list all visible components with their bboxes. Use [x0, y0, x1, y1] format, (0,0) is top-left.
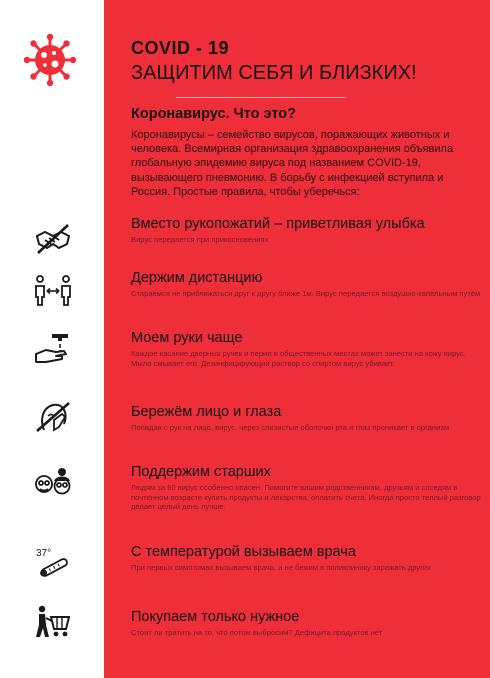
- shopping-cart-icon: [34, 605, 72, 639]
- page-title: COVID - 19: [131, 38, 230, 58]
- rule-title: Моем руки чаще: [131, 330, 243, 346]
- rule-text: Стараемся не приближаться друг к другу ближе 1м. Вирус передается воздушно-капельным путём: [131, 289, 481, 298]
- rule-title: Покупаем только нужное: [131, 609, 300, 625]
- rule-text: Людям за 60 вирус особенно опасен. Помогите вашим родственникам, друзьям и соседям в почтенном возрасте купить продукты и лекарства, оплатить счета. Иногда просто теплый разговор делает целый день лучше.: [131, 483, 481, 512]
- rule-title: Держим дистанцию: [131, 270, 263, 286]
- face-touch-crossed-icon: [34, 400, 72, 434]
- intro-heading: Коронавирус. Что это?: [131, 106, 296, 122]
- intro-section: [131, 106, 476, 199]
- rule-item: [131, 544, 481, 573]
- rule-item: [131, 270, 481, 299]
- rule-item: [131, 464, 481, 512]
- rule-item: [131, 330, 481, 368]
- virus-icon: [24, 34, 76, 86]
- title-block: [131, 38, 481, 85]
- thermometer-icon: [34, 545, 72, 579]
- hand-wash-icon: [34, 332, 72, 366]
- rule-title: Вместо рукопожатий – приветливая улыбка: [131, 216, 425, 232]
- rule-item: [131, 404, 481, 433]
- rule-item: [131, 609, 481, 638]
- thermometer-label: 37°: [36, 548, 52, 559]
- elderly-couple-icon: [34, 466, 72, 500]
- rule-title: С температурой вызываем врача: [131, 544, 356, 560]
- rule-title: Поддержим старших: [131, 464, 271, 480]
- rule-item: [131, 216, 481, 245]
- rule-text: Попадая с рук на лицо, вирус, через слизистые оболочки рта и глаз проникает в организм: [131, 423, 450, 432]
- distance-people-icon: [34, 273, 72, 307]
- divider: [176, 97, 346, 98]
- handshake-crossed-icon: [34, 222, 72, 256]
- page-subtitle: ЗАЩИТИМ СЕБЯ И БЛИЗКИХ!: [131, 62, 417, 84]
- rule-text: Вирус передается при прикосновениях: [131, 235, 269, 244]
- intro-text: Коронавирусы – семейство вирусов, поражающих животных и человека. Всемирная организация здравоохранения объявила глобальную эпидемию вируса под названием COVID-19, вызывающего пневмонию. В борьбу с инфекцией вступила и Россия. Простые правила, чтобы уберечься:: [131, 129, 454, 198]
- rule-text: Стоит ли тратить на то, что потом выбросим? Дефицита продуктов нет: [131, 628, 383, 637]
- rule-title: Бережём лицо и глаза: [131, 404, 282, 420]
- rule-text: Каждое касание дверных ручек и перил в общественных местах может занести на кожу вирус. Мыло смывает его. Дезинфицирующий раствор со спиртом вирус убивает.: [131, 349, 466, 368]
- rule-text: При первых симптомах вызываем врача, а не бежим в поликлинику заражать других: [131, 563, 431, 572]
